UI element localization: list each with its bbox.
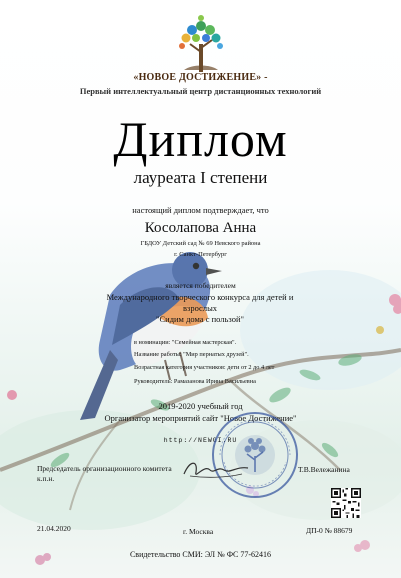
contest-line-2: взрослых <box>182 303 218 313</box>
degree-label: лауреата I степени <box>133 168 268 187</box>
institution-line-2: г. Санкт-Петербург <box>174 251 227 258</box>
tree-logo-icon <box>170 14 232 72</box>
nomination-text: в номинации: "Семейная мастерская". <box>134 339 237 346</box>
supervisor-text: Руководитель: Рамазанова Ирина Васильевна <box>134 378 256 385</box>
diploma-title: Диплом <box>113 111 288 167</box>
signature-icon <box>180 456 252 482</box>
confirm-text: настоящий диплом подтверждает, что <box>132 205 269 215</box>
chair-name: Т.В.Вележанина <box>298 465 350 474</box>
site-url[interactable]: http://NEWGI.RU <box>163 437 238 444</box>
organizer-text: Организатор мероприятий сайт "Новое Достижение" <box>104 413 297 423</box>
age-category-text: Возрастная категория участников: дети от 2 до 4 лет <box>134 364 275 371</box>
issue-date: 21.04.2020 <box>37 524 71 533</box>
work-title-text: Название работы: "Мир пернатых друзей". <box>134 351 249 358</box>
recipient-name: Косолапова Анна <box>144 220 257 236</box>
org-subtitle: Первый интеллектуальный центр дистанционных технологий <box>79 86 322 96</box>
contest-line-3: "Сидим дома с пользой" <box>156 314 244 324</box>
media-certificate: Свидетельство СМИ: ЭЛ № ФС 77-62416 <box>129 550 272 559</box>
issue-city: г. Москва <box>183 527 214 536</box>
institution-line-1: ГБДОУ Детский сад № 69 Невского района <box>140 240 261 247</box>
qr-code-icon <box>331 488 361 518</box>
contest-line-1: Международного творческого конкурса для детей и <box>106 292 294 302</box>
school-year: 2019-2020 учебный год <box>158 401 243 411</box>
chair-title: Председатель организационного комитета к.п.н. <box>37 464 172 483</box>
winner-text: является победителем <box>165 281 236 290</box>
org-name: «НОВОЕ ДОСТИЖЕНИЕ» - <box>133 72 268 83</box>
contest-name <box>80 292 320 325</box>
diploma-number: ДП-0 № 88679 <box>306 526 353 535</box>
stamp-icon <box>210 410 300 500</box>
